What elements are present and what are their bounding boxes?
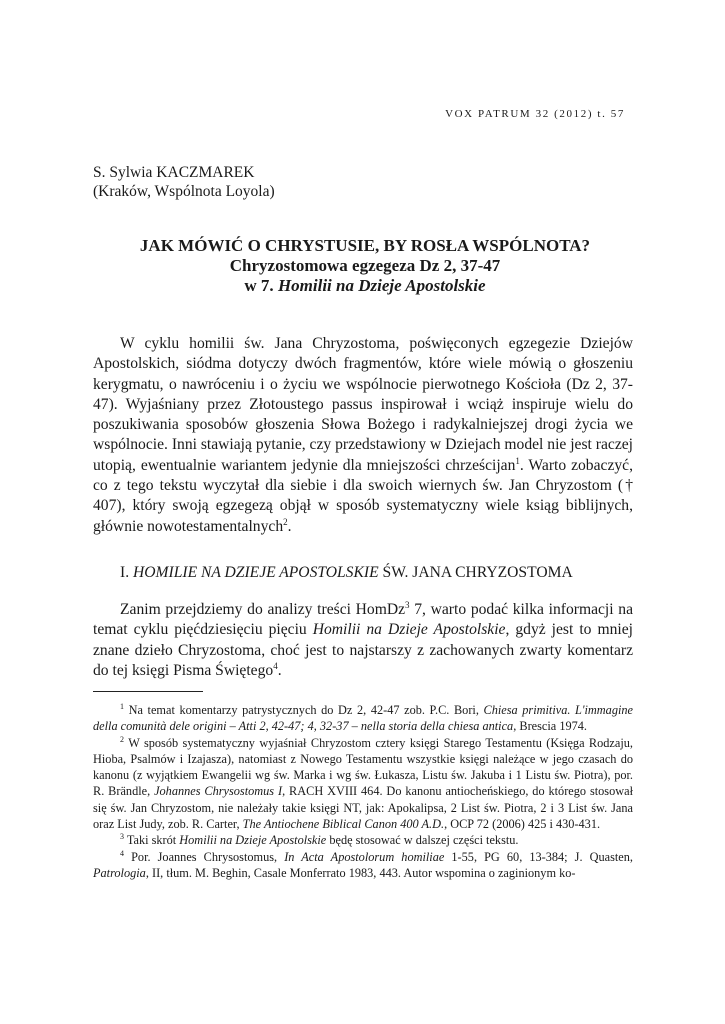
footnote-ref-4[interactable]: 4 (273, 660, 278, 671)
footnote-number: 4 (120, 848, 124, 858)
footnote-text: , OCP 72 (2006) 425 i 430-431. (444, 817, 601, 832)
footnote-italic: Patrologia (93, 865, 146, 880)
footnotes (93, 702, 633, 881)
footnote-1 (93, 702, 633, 735)
section-heading-italic: HOMILIE NA DZIEJE APOSTOLSKIE (133, 564, 379, 581)
section-text-a: Zanim przejdziemy do analizy treści HomDz (120, 601, 406, 618)
section-heading-suffix: ŚW. JANA CHRYZOSTOMA (382, 564, 573, 581)
footnote-italic: Homilii na Dzieje Apostolskie (179, 833, 327, 848)
section-text-d: . (277, 661, 282, 679)
section-text-italic: Homilii na Dzieje Apostolskie (312, 621, 506, 639)
footnote-text: , RACH XVIII 464. Do kanonu antiocheńskiego, do którego stosował się św. Jan Chryzostom, nie należały takie księgi NT, jak: Apokalipsa, 2 List św. Piotra, 2 i 3 List św. Jana oraz List Judy, zob. R. Carter, (93, 784, 633, 832)
footnote-ref-1[interactable]: 1 (515, 455, 520, 466)
footnote-2 (93, 735, 633, 833)
author-block (93, 163, 275, 201)
footnote-text: W sposób systematyczny wyjaśniał Chryzostom cztery księgi Starego Testamentu (Księga Rodzaju, Hioba, Psalmów i Izajasza), natomiast z Nowego Testamentu wszystkie księgi należące w jego czasach do kanonu (z wyjątkiem Ewangelii wg św. Marka i wg św. Łukasza, Listu św. Jakuba i 1 Listu św. Piotra), por. R. Brändle, (93, 735, 633, 799)
title-line-3 (80, 276, 650, 296)
author-affiliation: (Kraków, Wspólnota Loyola) (93, 183, 275, 200)
footnote-3 (93, 832, 633, 848)
footnote-number: 2 (120, 734, 124, 744)
section-heading (120, 563, 573, 583)
footnote-number: 3 (120, 832, 124, 842)
footnote-ref-2[interactable]: 2 (283, 516, 288, 527)
footnote-text: będę stosować w dalszej części tekstu. (326, 833, 519, 848)
footnote-text: Na temat komentarzy patrystycznych do Dz 2, 42-47 zob. P.C. Bori, (128, 703, 484, 717)
author-name: S. Sylwia KACZMAREK (93, 164, 255, 181)
footnote-italic: The Antiochene Biblical Canon 400 A.D. (242, 817, 445, 832)
article-title (80, 236, 650, 296)
footnote-ref-3[interactable]: 3 (405, 599, 410, 610)
title-line-3-italic: Homilii na Dzieje Apostolskie (277, 276, 486, 295)
intro-text-c: . (287, 517, 292, 535)
footnote-text: Taki skrót (126, 833, 180, 848)
footnote-italic: Johannes Chrysostomus I (154, 784, 283, 799)
section-paragraph (93, 600, 633, 681)
title-line-3-prefix: w 7. (244, 276, 274, 295)
intro-text-b: . Warto zobaczyć, co z tego tekstu wyczytał dla siebie i dla swoich wiernych św. Jan Chryzostom († 407), który swoją egzegezą objął w sposób systematyczny wiele ksiąg biblijnych, głównie nowotestamentalnych (93, 456, 633, 535)
intro-paragraph (93, 334, 633, 537)
footnote-4 (93, 849, 633, 882)
section-text-b: 7, warto podać kilka informacji na temat cyklu pięćdziesięciu pięciu (93, 601, 634, 639)
title-line-1: JAK MÓWIĆ O CHRYSTUSIE, BY ROSŁA WSPÓLNOTA? (139, 236, 591, 255)
running-head: VOX PATRUM 32 (2012) t. 57 (445, 108, 625, 120)
footnote-italic: Chiesa primitiva. L'immagine della comunità dele origini – Atti 2, 42-47; 4, 32-37 – nella storia della chiesa antica (93, 703, 634, 734)
footnote-divider (93, 691, 203, 692)
section-number: I. (120, 564, 130, 581)
footnote-italic: In Acta Apostolorum homiliae (284, 849, 445, 864)
section-text-c: , gdyż jest to mniej znane dzieło Chryzostoma, choć jest to najstarszy z zachowanych zwarty komentarz do tej księgi Pisma Świętego (93, 621, 633, 679)
title-line-2: Chryzostomowa egzegeza Dz 2, 37-47 (229, 256, 501, 275)
footnote-number: 1 (120, 701, 124, 711)
footnote-text: , II, tłum. M. Beghin, Casale Monferrato 1983, 443. Autor wspomina o zaginionym ko- (145, 865, 576, 880)
footnote-text: Por. Joannes Chrysostomus, (131, 849, 285, 864)
footnote-text: 1-55, PG 60, 13-384; J. Quasten, (444, 849, 633, 864)
intro-text-a: W cyklu homilii św. Jana Chryzostoma, poświęconych egzegezie Dziejów Apostolskich, siódma dotyczy dwóch fragmentów, które wiele mówią o głoszeniu kerygmatu, o nawróceniu i o życiu we wspólnocie pierwotnego Kościoła (Dz 2, 37-47). Wyjaśniany przez Złotoustego passus inspirował i wciąż inspiruje wielu do poszukiwania sposobów głoszenia Słowa Bożego i radykalniejszej drogi życia we wspólnocie. Inni stawiają pytanie, czy przedstawiony w Dziejach model nie jest raczej utopią, ewentualnie wariantem jedynie dla mniejszości chrześcijan (93, 335, 633, 474)
footnote-text: , Brescia 1974. (513, 719, 587, 734)
